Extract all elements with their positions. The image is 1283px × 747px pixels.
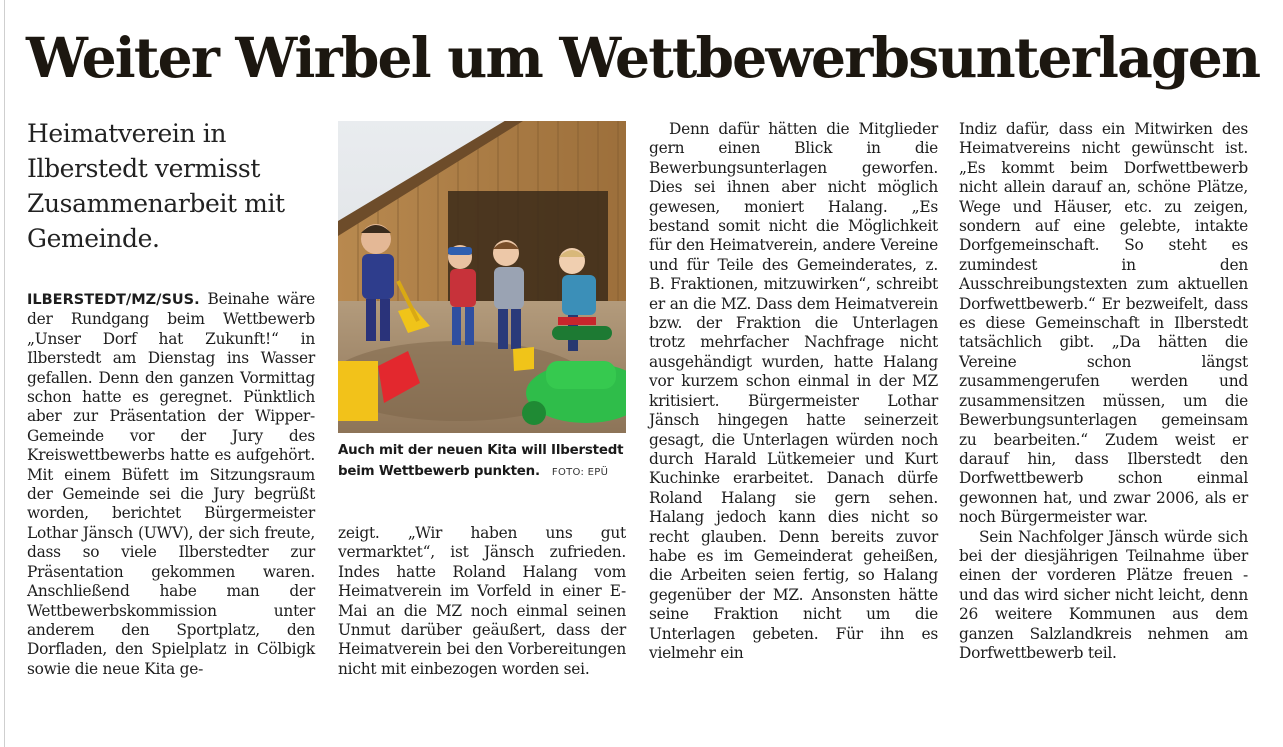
column-4-text-a: Indiz dafür, dass ein Mitwirken des Heimatvereins nicht gewünscht ist. „Es kommt beim Dorfwettbewerb nicht allein darauf an, schöne Plätze, Wege und Häuser, etc. zu zeigen, sondern auf eine gelebte, intakte Dorfgemeinschaft. So steht es zumindest in den Ausschreibungstexten zum aktuellen Dorfwettbewerb.“ Er bezweifelt, dass es diese Gemeinschaft in Ilberstedt tatsächlich gibt. „Da hätten die Vereine schon längst zusammengerufen werden und zusammensitzen müssen, um die Bewerbungsunterlagen gemeinsam zu bearbeiten.“ Zudem weist er darauf hin, dass Ilberstedt den Dorfwettbewerb schon einmal gewonnen hat, und zwar 2006, als er noch Bürgermeister war. — [959, 120, 1248, 527]
column-3-text: Denn dafür hätten die Mitglieder gern einen Blick in die Bewerbungsunterlagen geworfen. Dies sei ihnen aber nicht möglich gewesen, moniert Halang. „Es bestand somit nicht die Möglichkeit für den Heimatverein, andere Vereine und für Teile des Gemeinderates, z. B. Fraktionen, mitzuwirken“, schreibt er an die MZ. Dass dem Heimatverein bzw. der Fraktion die Unterlagen trotz mehrfacher Nachfrage nicht ausgehändigt wurden, hatte Halang vor kurzem schon einmal in der MZ kritisiert. Bürgermeister Lothar Jänsch hingegen hatte seinerzeit gesagt, die Unterlagen würden noch durch Harald Lütkemeier und Kurt Kuchinke erarbeitet. Danach dürfe Roland Halang sie gern sehen. Halang jedoch kann dies nicht so recht glauben. Denn bereits zuvor habe es im Gemeinderat geheißen, die Arbeiten seien fertig, so Halang gegenüber der MZ. Ansonsten hätte seine Fraktion nicht um die Unterlagen gebeten. Für ihn es vielmehr ein — [649, 120, 938, 662]
article-column-1 — [27, 290, 315, 679]
column-1-text: Beinahe wäre der Rundgang beim Wettbewerb „Unser Dorf hat Zukunft!“ in Ilberstedt am Dienstag ins Wasser gefallen. Denn den ganzen Vormittag schon hatte es geregnet. Pünktlich aber zur Präsentation der Wipper-Gemeinde vor der Jury des Kreiswettbewerbs hatte es aufgehört. Mit einem Büfett im Sitzungsraum der Gemeinde sei die Jury begrüßt worden, berichtet Bürgermeister Lothar Jänsch (UWV), der sich freute, dass so viele Ilberstedter zur Präsentation gekommen waren. Anschließend habe man der Wettbewerbskommission unter anderem den Sportplatz, den Dorfladen, den Spielplatz in Cölbigk sowie die neue Kita ge- — [27, 290, 315, 678]
column-2-text: zeigt. „Wir haben uns gut vermarktet“, ist Jänsch zufrieden. Indes hatte Roland Halang vom Heimatverein im Vorfeld in einer E-Mai an die MZ noch einmal seinen Unmut darüber geäußert, dass der Heimatverein bei den Vorbereitungen nicht mit einbezogen worden sei. — [338, 524, 626, 678]
photo-caption — [338, 440, 633, 483]
caption-text: Auch mit der neuen Kita will Ilberstedt beim Wettbewerb punkten. — [338, 443, 624, 479]
article-photo — [338, 121, 626, 433]
article-column-2 — [338, 524, 626, 679]
page-edge-rule — [4, 0, 5, 747]
article-column-3 — [649, 120, 938, 663]
subheadline: Heimatverein in Ilberstedt vermisst Zusammenarbeit mit Gemeinde. — [27, 119, 285, 253]
kita-children-image — [338, 121, 626, 433]
photo-credit: FOTO: EPÜ — [551, 467, 609, 478]
article-column-4 — [959, 120, 1248, 663]
column-4-text-b: Sein Nachfolger Jänsch würde sich bei der diesjährigen Teilnahme über einen der vorderen Plätze freuen - und das wird sicher nicht leicht, denn 26 weitere Kommunen aus dem ganzen Salzlandkreis nehmen am Dorfwettbewerb teil. — [959, 527, 1248, 662]
headline: Weiter Wirbel um Wettbewerbsunterlagen — [26, 25, 1260, 90]
dateline: ILBERSTEDT/MZ/SUS. — [27, 292, 200, 308]
